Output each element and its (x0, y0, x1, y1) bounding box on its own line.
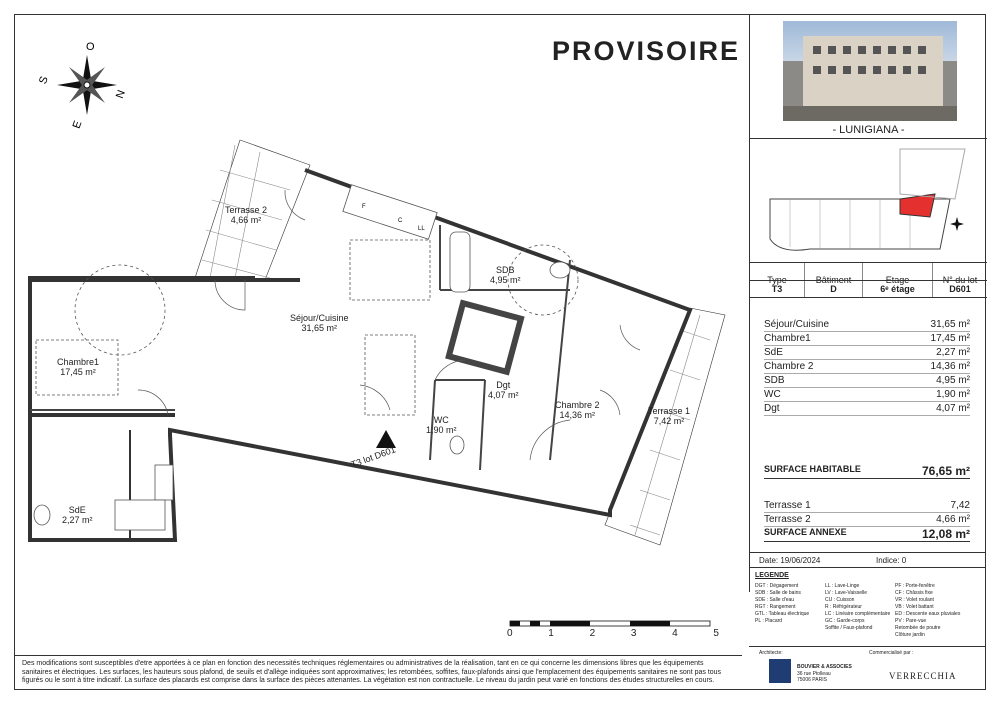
scale-tick-5: 5 (713, 628, 719, 639)
architect-name: BOUVIER & ASSOCIES (797, 664, 852, 670)
keyplan-compass-icon (950, 217, 964, 231)
lot-header-etage: Etage (863, 263, 933, 297)
area-row: Chambre1 17,45 m² (764, 333, 970, 344)
legend-item: PF : Porte-fenêtre (895, 583, 935, 589)
legend-item: CF : Châssis fixe (895, 590, 933, 596)
legend-item: Soffite / Faux-plafond (825, 625, 873, 631)
surface-habitable-row: SURFACE HABITABLE 76,65 m² (764, 464, 970, 478)
compass-label-s: S (36, 74, 51, 86)
legend-item: RGT : Rangement (755, 604, 796, 610)
scale-tick-0: 0 (507, 628, 513, 639)
date-bar (749, 552, 986, 568)
compass-label-e: E (70, 119, 85, 131)
legend-item: LV : Lave-Vaisselle (825, 590, 868, 596)
scale-tick-3: 3 (630, 628, 637, 639)
surface-annexe-row: SURFACE ANNEXE 12,08 m² (764, 527, 970, 541)
area-row: SDB 4,95 m² (764, 375, 970, 386)
disclaimer-text: Des modifications sont susceptibles d'etre apportées à ce plan en fonction des necessités techniques réglementaires ou administratives de la réalisation, tant en ce qui concerne les dimensions libres que les équipements sanitaires et électriques. Les surfaces, les hauteurs sous plafond, de seuils et d'allège indiquées sont approximatives; les retombées, soffites, faux-plafonds ainsi que l'emplacement des équipements sanitaires ne sont pas tous figurés ou le sont à titre indicatif. La surface des placards est comprise dans la surface des pièces attenantes. La végétation est non contractuelle. Le niveau du jardin peut varié en fonctions des études structurelles en cours. (14, 655, 742, 690)
legend-item: VB : Volet battant (895, 604, 934, 610)
legend-item: R : Réfrigérateur (825, 604, 862, 610)
lot-table-values (750, 280, 987, 298)
compass-label-n: N (113, 88, 128, 101)
legend-item (755, 632, 825, 638)
kitchen-label-c: C (398, 218, 403, 224)
floor-plan (20, 130, 740, 610)
credits (749, 646, 986, 691)
legend-item: PV : Pare-vue (895, 618, 927, 624)
architect-addr2: 75006 PARIS (797, 677, 827, 683)
lot-marker-label: T3 lot D601 (349, 444, 397, 470)
scale-bar (505, 618, 720, 649)
room-sde: SdE 2,27 m² (62, 505, 93, 525)
area-row: Séjour/Cuisine 31,65 m² (764, 319, 970, 330)
legend-item: GC : Garde-corps (825, 618, 865, 624)
legend-item: PL : Placard (755, 618, 783, 624)
legend-item: ED : Descente eaux pluviales (895, 611, 961, 617)
building-photo (783, 21, 957, 121)
room-terrasse2: Terrasse 2 4,66 m² (225, 205, 268, 225)
area-row: WC 1,90 m² (764, 389, 970, 400)
kitchen-units (343, 185, 437, 415)
seller-label: Commercialisé par : (869, 650, 914, 656)
compass-label-o: O (86, 41, 95, 53)
kitchen-label-f: F (362, 204, 366, 210)
scale-tick-2: 2 (589, 628, 596, 639)
walls (30, 170, 690, 540)
lot-header-type: Type (750, 263, 805, 297)
legend-item: SDE : Salle d'eau (755, 597, 795, 603)
legend-item: LC : Linéaire complémentaire (825, 611, 891, 617)
legend-item: DGT : Dégagement (755, 583, 799, 589)
room-sdb: SDB 4,95 m² (490, 265, 521, 285)
legend-item: GTL : Tableau électrique (755, 611, 810, 617)
legend-item (825, 632, 895, 638)
compass-rose-icon (36, 38, 140, 133)
areas-table (764, 318, 970, 542)
plan-indice: Indice: 0 (876, 556, 907, 565)
scale-tick-4: 4 (672, 628, 678, 639)
legend-item: SDB : Salle de bains (755, 590, 801, 596)
area-row: Chambre 2 14,36 m² (764, 361, 970, 372)
lot-value-type: T3 (750, 281, 805, 297)
room-sejour: Séjour/Cuisine 31,65 m² (290, 313, 349, 333)
area-row: SdE 2,27 m² (764, 347, 970, 358)
room-wc: WC 1,90 m² (426, 415, 457, 435)
scale-tick-1: 1 (548, 628, 554, 639)
legend-item: Retombée de poutre (895, 625, 941, 631)
legend-item: VR : Volet roulant (895, 597, 934, 603)
kitchen-label-ll: LL (418, 226, 425, 232)
lot-value-batiment: D (805, 281, 863, 297)
inner-walls (30, 225, 570, 470)
architect-label: Architecte: (759, 650, 783, 656)
room-dgt: Dgt 4,07 m² (488, 380, 519, 400)
lot-header-batiment: Bâtiment (805, 263, 863, 297)
info-panel (749, 14, 986, 592)
room-chambre2: Chambre 2 14,36 m² (555, 400, 600, 420)
project-name: - LUNIGIANA - (832, 124, 905, 136)
key-plan (750, 138, 987, 262)
annex-row: Terrasse 1 7,42 (764, 500, 970, 511)
lot-value-num: D601 (949, 284, 971, 294)
seller-name: VERRECCHIA (889, 671, 957, 681)
legend-item (755, 625, 825, 631)
legend-title: LEGENDE (755, 572, 789, 579)
terrace-1 (605, 308, 725, 545)
room-terrasse1: Terrasse 1 7,42 m² (648, 406, 691, 426)
room-chambre1: Chambre1 17,45 m² (57, 357, 100, 377)
legend-item: Clôture jardin (895, 632, 925, 638)
architect-addr1: 36 rue Ptolleau (797, 671, 831, 677)
legend-item: LL : Lave-Linge (825, 583, 860, 589)
lot-value-etage: 6ᵉ étage (863, 281, 933, 297)
area-row: Dgt 4,07 m² (764, 403, 970, 414)
legend-item: CU : Cuisson (825, 597, 855, 603)
annex-row: Terrasse 2 4,66 m² (764, 514, 970, 525)
lot-header-num: N° du lot (942, 275, 978, 285)
legend (755, 572, 985, 638)
plan-date: Date: 19/06/2024 (759, 556, 821, 565)
architect-logo-icon (769, 659, 791, 683)
page-title: PROVISOIRE (552, 36, 741, 66)
